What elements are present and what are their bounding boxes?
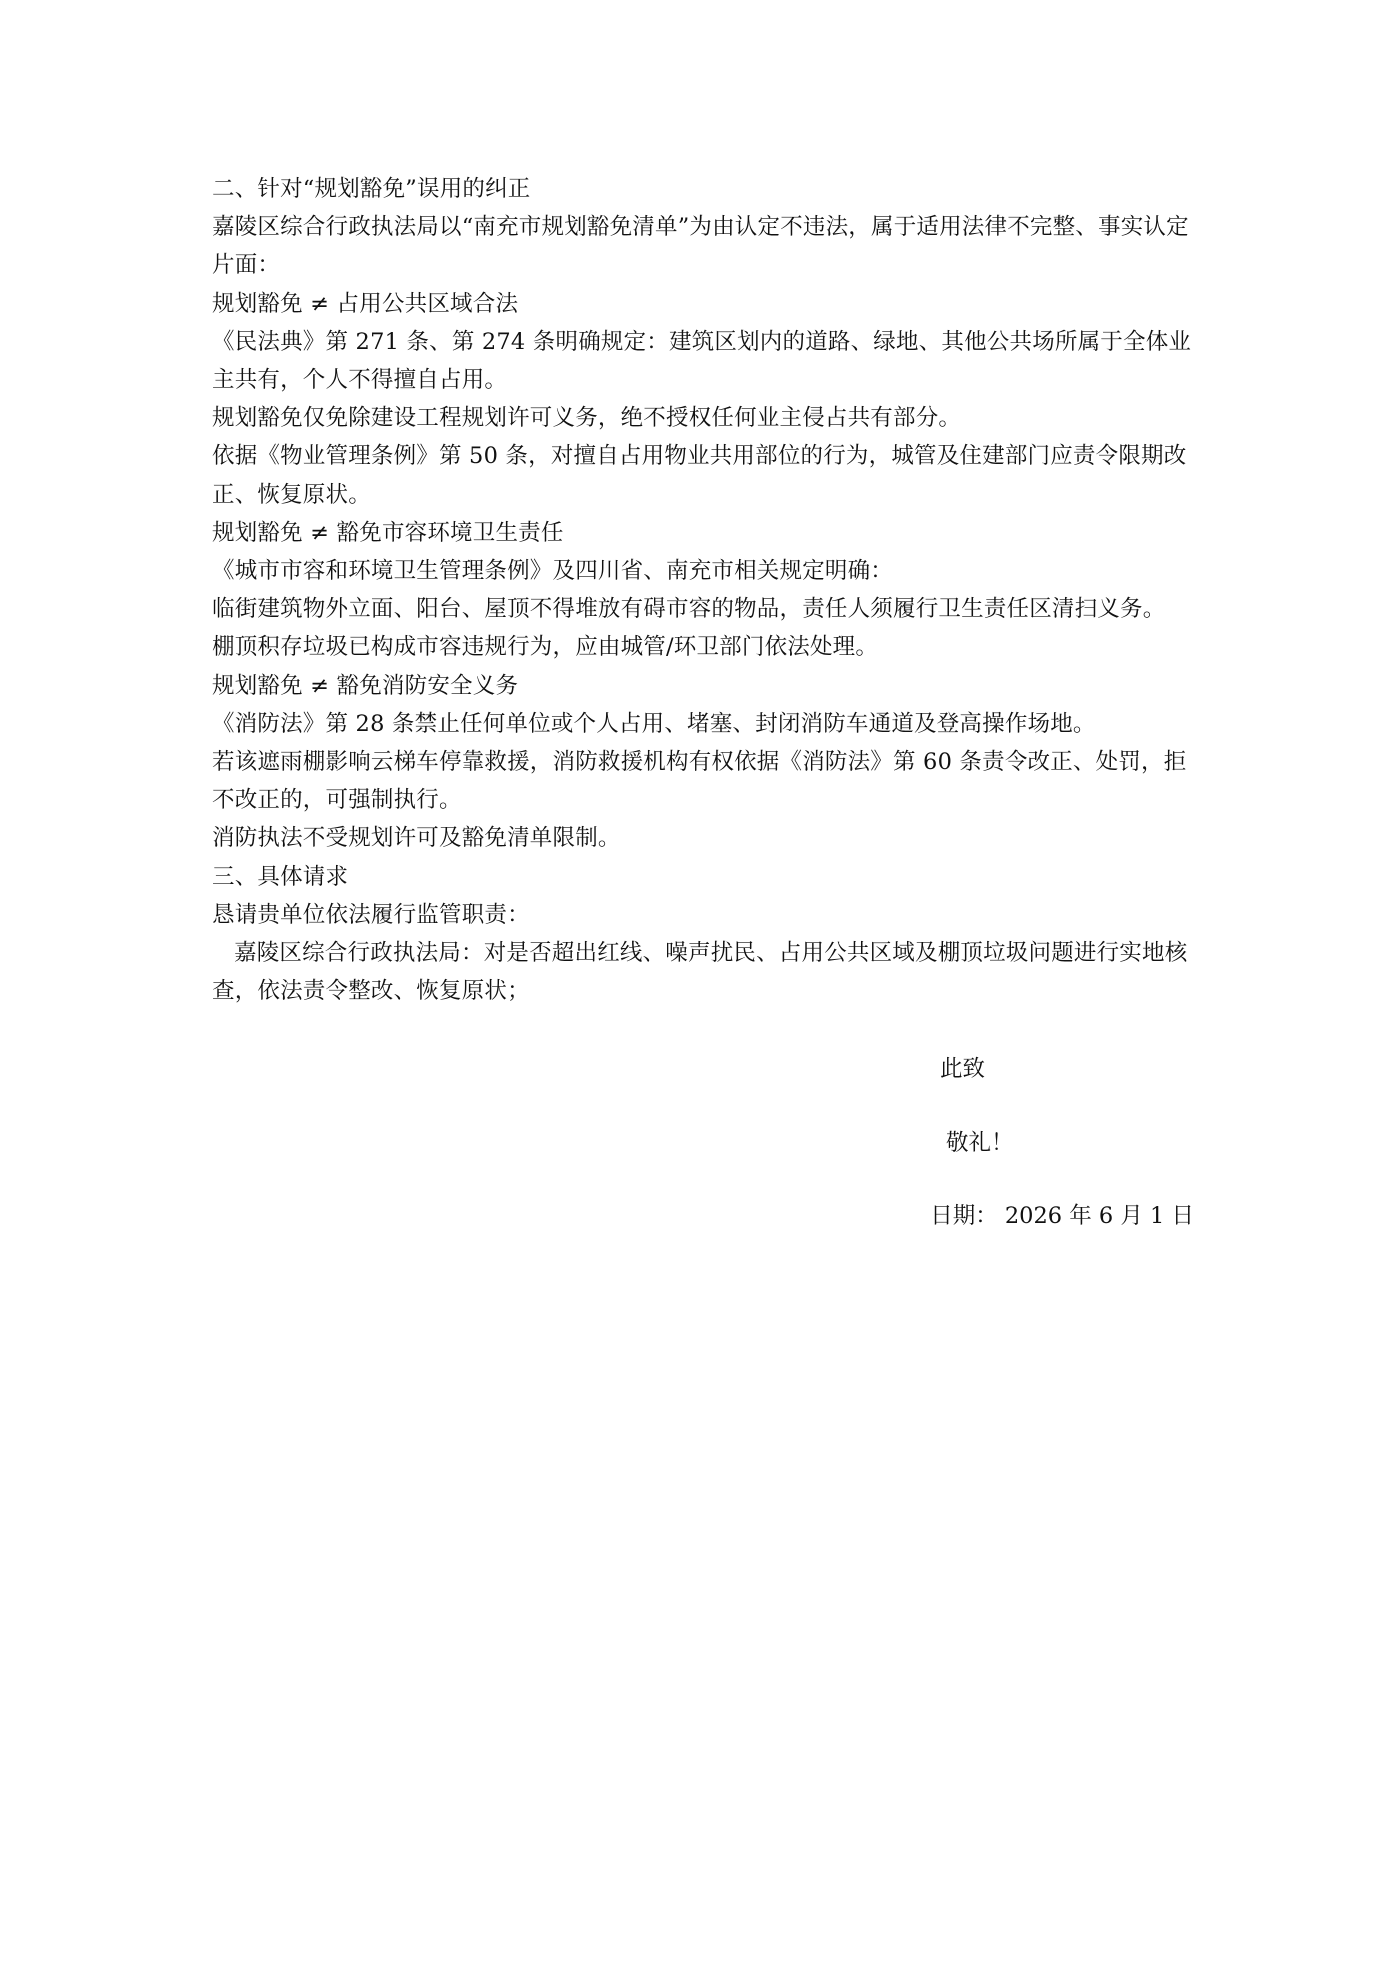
paragraph: 依据《物业管理条例》第 50 条，对擅自占用物业共用部位的行为，城管及住建部门应责令限期改正、恢复原状。 (212, 443, 1187, 508)
paragraph: 消防执法不受规划许可及豁免清单限制。 (212, 825, 621, 852)
document-date: 日期： 2026 年 6 月 1 日 (930, 1203, 1194, 1229)
subheading: 规划豁免 ≠ 豁免消防安全义务 (212, 672, 519, 699)
paragraph: 规划豁免仅免除建设工程规划许可义务，绝不授权任何业主侵占共有部分。 (212, 405, 962, 432)
paragraph: 恳请贵单位依法履行监管职责： (212, 901, 530, 928)
paragraph: 《民法典》第 271 条、第 274 条明确规定：建筑区划内的道路、绿地、其他公共场所属于全体业主共有，个人不得擅自占用。 (212, 328, 1192, 394)
paragraph: 嘉陵区综合行政执法局以“南充市规划豁免清单”为由认定不违法，属于适用法律不完整、事实认定片面： (212, 214, 1189, 279)
paragraph: 《消防法》第 28 条禁止任何单位或个人占用、堵塞、封闭消防车通道及登高操作场地。 (212, 710, 1096, 737)
closing-salutation: 此致 (940, 1056, 986, 1082)
subheading: 规划豁免 ≠ 占用公共区域合法 (212, 290, 519, 317)
paragraph: 棚顶积存垃圾已构成市容违规行为，应由城管/环卫部门依法处理。 (212, 634, 879, 661)
subheading: 规划豁免 ≠ 豁免市容环境卫生责任 (212, 519, 564, 546)
closing-regards: 敬礼！ (946, 1130, 1014, 1156)
paragraph: 若该遮雨棚影响云梯车停靠救援，消防救援机构有权依据《消防法》第 60 条责令改正、处罚，拒不改正的，可强制执行。 (212, 749, 1187, 814)
section-heading-2: 二、针对“规划豁免”误用的纠正 (212, 176, 531, 202)
paragraph: 临街建筑物外立面、阳台、屋顶不得堆放有碍市容的物品，责任人须履行卫生责任区清扫义务。 (212, 596, 1166, 623)
paragraph: 《城市市容和环境卫生管理条例》及四川省、南充市相关规定明确： (212, 558, 894, 585)
request-item: 嘉陵区综合行政执法局：对是否超出红线、噪声扰民、占用公共区域及棚顶垃圾问题进行实地核查，依法责令整改、恢复原状； (212, 940, 1188, 1005)
document-body (212, 170, 1194, 1010)
section-heading-3: 三、具体请求 (212, 863, 349, 890)
